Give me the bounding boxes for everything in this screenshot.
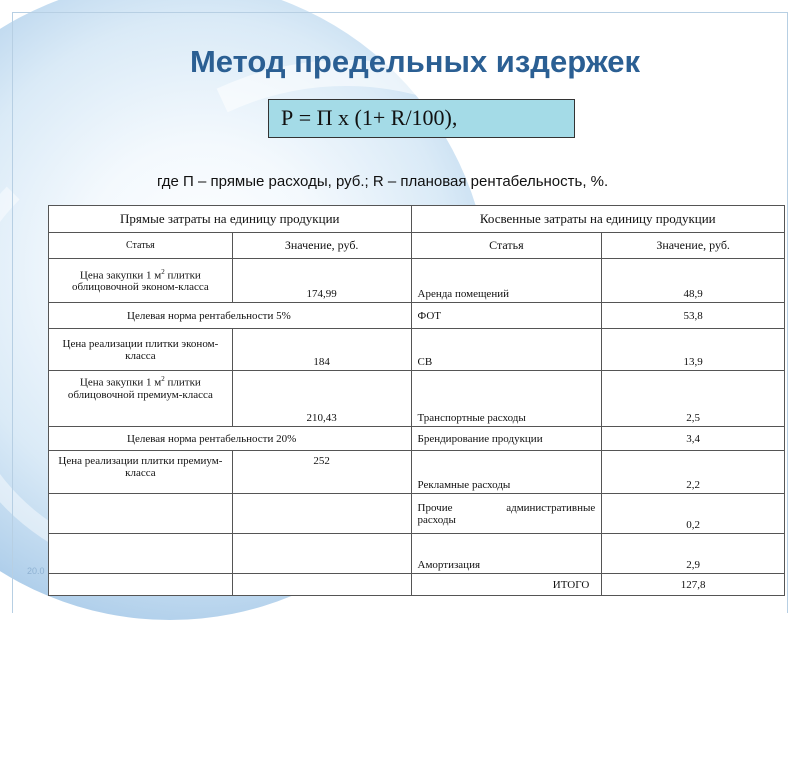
table-cell-label: Целевая норма рентабельности 5% (49, 303, 412, 329)
formula-box: Р = П х (1+ R/100), (268, 99, 575, 138)
table-cell-empty (232, 574, 411, 596)
table-cell-label: Цена закупки 1 $м^2$ плитки облицовочной премиум-класса (49, 371, 233, 427)
indirect-costs-header: Косвенные затраты на единицу продукции (411, 206, 785, 233)
column-header-item: Статья (411, 233, 602, 259)
column-header-value: Значение, руб. (232, 233, 411, 259)
column-header-value: Значение, руб. (602, 233, 785, 259)
table-cell-label: Цена реализации плитки премиум-класса (49, 451, 233, 494)
cost-table (48, 205, 785, 596)
table-cell-label: Прочие административные расходы (411, 494, 602, 534)
formula-note: где П – прямые расходы, руб.; R – плановая рентабельность, %. (157, 173, 609, 190)
table-cell-label: Брендирование продукции (411, 427, 602, 451)
table-cell-label: Цена закупки 1 $м^2$ плитки облицовочной эконом-класса (49, 259, 233, 303)
table-cell-label: Рекламные расходы (411, 451, 602, 494)
table-cell-label: СВ (411, 329, 602, 371)
total-label: ИТОГО (411, 574, 602, 596)
table-cell-value: 53,8 (602, 303, 785, 329)
table-cell-label: Амортизация (411, 534, 602, 574)
table-cell-value: 174,99 (232, 259, 411, 303)
table-cell-value: 252 (232, 451, 411, 494)
total-value: 127,8 (602, 574, 785, 596)
slide-date: 20.0 (27, 566, 45, 576)
table-cell-empty (232, 534, 411, 574)
column-header-item: Статья (49, 233, 233, 259)
table-cell-value: 2,5 (602, 371, 785, 427)
table-cell-value: 3,4 (602, 427, 785, 451)
direct-costs-header: Прямые затраты на единицу продукции (49, 206, 412, 233)
table-cell-empty (232, 494, 411, 534)
table-cell-value: 13,9 (602, 329, 785, 371)
table-cell-label: ФОТ (411, 303, 602, 329)
table-cell-empty (49, 574, 233, 596)
table-cell-value: 184 (232, 329, 411, 371)
table-cell-label: Аренда помещений (411, 259, 602, 303)
table-cell-value: 0,2 (602, 494, 785, 534)
table-cell-empty (49, 494, 233, 534)
table-cell-value: 210,43 (232, 371, 411, 427)
table-cell-label: Целевая норма рентабельности 20% (49, 427, 412, 451)
table-cell-label: Цена реализации плитки эконом-класса (49, 329, 233, 371)
table-cell-value: 2,2 (602, 451, 785, 494)
table-cell-value: 48,9 (602, 259, 785, 303)
table-cell-label: Транспортные расходы (411, 371, 602, 427)
table-cell-empty (49, 534, 233, 574)
slide-title: Метод предельных издержек (189, 44, 641, 79)
table-cell-value: 2,9 (602, 534, 785, 574)
